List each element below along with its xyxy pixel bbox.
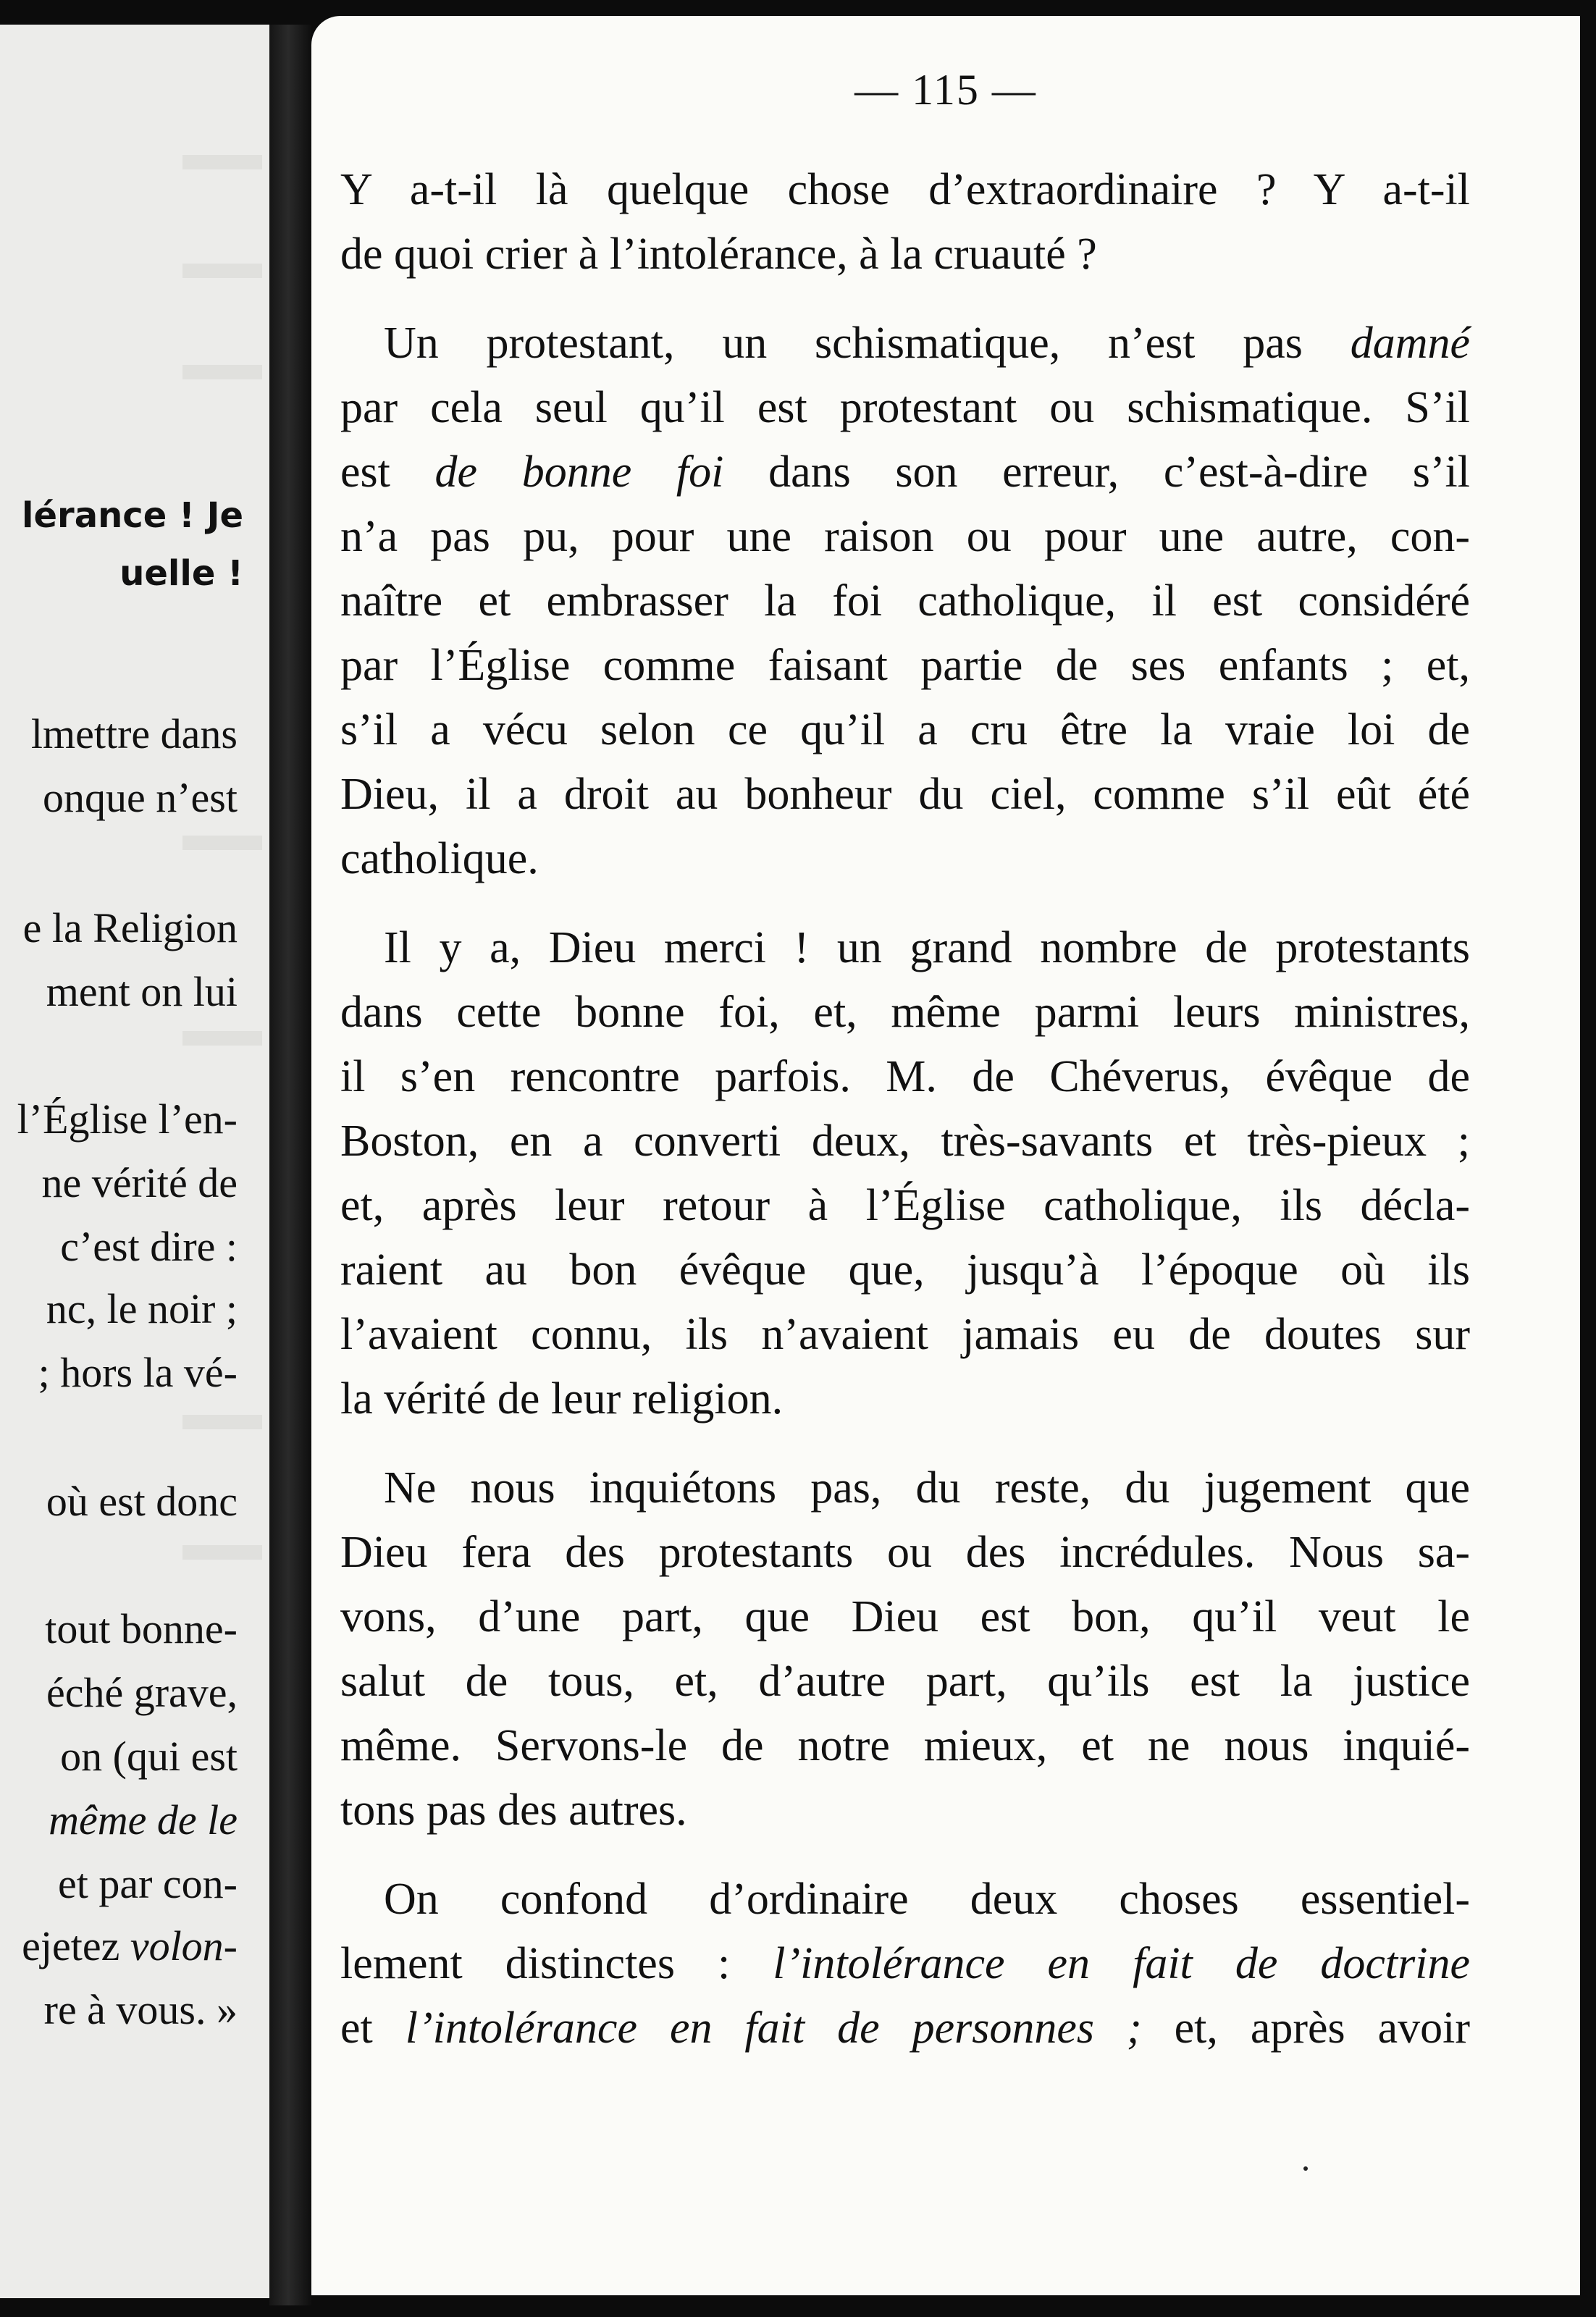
italic-text: de bonne foi [434,447,724,497]
text-run: la vérité de leur religion. [340,1374,784,1424]
text-line [340,698,1470,762]
text-run: et [340,2003,406,2053]
text-run: il s’en rencontre parfois. M. de Chéverus, évêque de [340,1052,1470,1101]
text-line [340,1238,1470,1303]
text-line [340,634,1470,698]
text-line [340,1303,1470,1367]
text-run: s’il a vécu selon ce qu’il a cru être la vraie loi de [340,705,1470,754]
text-run: On confond d’ordinaire deux choses essentiel- [384,1875,1470,1924]
bleed-through-shade [182,1545,262,1560]
text-line [340,1649,1470,1714]
text-line [340,1456,1470,1521]
text-run: tout bonne- [45,1605,238,1652]
text-line [340,311,1470,376]
left-text-line [46,1668,238,1717]
text-line [340,505,1470,569]
bleed-through-shade [182,1415,262,1429]
text-run: Il y a, Dieu merci ! un grand nombre de protestants [384,923,1470,972]
text-line [340,1174,1470,1238]
text-run: dans son erreur, c’est-à-dire s’il [723,447,1470,497]
left-text-line [60,1732,238,1780]
italic-text: l’intolérance en fait de doctrine [773,1939,1470,1988]
text-run: et, après leur retour à l’Église catholique, ils décla- [340,1181,1470,1230]
text-run: salut de tous, et, d’autre part, qu’ils est la justice [340,1657,1470,1706]
text-run: par l’Église comme faisant partie de ses enfants ; et, [340,641,1470,690]
left-text-line [46,967,238,1016]
text-run: et, après avoir [1141,2003,1471,2053]
text-run: l’avaient connu, ils n’avaient jamais eu de doutes sur [340,1310,1470,1359]
text-run: lmettre dans [30,710,238,757]
bleed-through-shade [182,365,262,379]
left-heading-line: lérance ! Je [22,495,243,536]
text-run: Dieu fera des protestants ou des incrédules. Nous sa- [340,1528,1470,1577]
text-run: ment on lui [46,968,238,1015]
bleed-through-shade [182,155,262,169]
page-number: — 115 — [854,66,1037,114]
text-run: ; hors la vé- [38,1349,238,1396]
italic-text: même de le [49,1796,238,1843]
text-run: naître et embrasser la foi catholique, il est considéré [340,576,1470,626]
text-run: Dieu, il a droit au bonheur du ciel, comme s’il eût été [340,770,1470,819]
left-text-line [43,773,238,822]
text-line [340,1932,1470,1996]
text-line [340,1521,1470,1585]
text-run: n’a pas pu, pour une raison ou pour une autre, con- [340,512,1470,561]
text-run: ejetez [22,1922,130,1969]
left-text-line [31,710,238,758]
left-text-line [38,1348,238,1397]
text-run: par cela seul qu’il est protestant ou schismatique. S’il [340,383,1470,432]
text-run: Boston, en a converti deux, très-savants et très-pieux ; [340,1117,1470,1166]
page-edge-shadow [1580,16,1596,2295]
italic-text: damné [1350,319,1470,368]
text-run: re à vous. » [43,1986,238,2033]
left-heading-line: uelle ! [119,553,243,594]
right-page [311,16,1580,2295]
left-text-line [46,1284,238,1333]
text-run: catholique. [340,834,539,883]
left-text-line [23,904,238,952]
text-run: même. Servons-le de notre mieux, et ne nous inquié- [340,1721,1470,1770]
text-run: lement distinctes : [340,1939,773,1988]
text-run: Y a-t-il là quelque chose d’extraordinaire ? Y a-t-il [340,165,1470,214]
text-line [340,440,1470,505]
text-run: onque n’est [43,774,238,821]
text-run: éché grave, [46,1669,238,1716]
ink-speck [1303,2166,1308,2171]
text-run: tons pas des autres. [340,1786,687,1835]
text-run: nc, le noir ; [46,1285,238,1332]
text-run: on (qui est [60,1733,238,1780]
text-run: où est donc [46,1478,238,1525]
left-text-line [44,1985,238,2034]
bleed-through-shade [182,264,262,278]
text-line [340,1996,1470,2061]
text-line [340,1367,1470,1431]
text-run: est [340,447,435,497]
text-line [340,222,1470,287]
text-line [340,762,1470,827]
left-text-line [58,1859,238,1908]
text-line [340,376,1470,440]
text-line [340,916,1470,980]
bleed-through-shade [182,836,262,850]
text-run: Un protestant, un schismatique, n’est pas [384,319,1351,368]
page-body [340,158,1470,2061]
italic-text: l’intolérance en fait de personnes ; [405,2003,1142,2053]
text-run: c’est dire : [60,1223,238,1270]
left-page-fragment [0,25,269,2298]
text-line [340,1585,1470,1649]
text-line [340,158,1470,222]
left-text-line [17,1095,238,1143]
text-line [340,1778,1470,1843]
left-text-line [49,1796,238,1844]
text-line [340,827,1470,891]
left-text-line [41,1158,238,1207]
text-run: raient au bon évêque que, jusqu’à l’époque où ils [340,1245,1470,1295]
text-run: Ne nous inquiétons pas, du reste, du jugement que [384,1463,1470,1513]
book-gutter [269,25,311,2305]
text-line [340,1714,1470,1778]
text-line [340,1109,1470,1174]
text-run: dans cette bonne foi, et, même parmi leurs ministres, [340,988,1470,1037]
text-run: vons, d’une part, que Dieu est bon, qu’il veut le [340,1592,1470,1641]
text-line [340,980,1470,1045]
text-run: l’Église l’en- [17,1096,238,1143]
text-line [340,569,1470,634]
italic-text: volon- [130,1922,238,1969]
text-line [340,1045,1470,1109]
text-run: et par con- [58,1860,238,1907]
text-run: ne vérité de [41,1159,238,1206]
left-text-line [45,1605,238,1653]
left-text-line [46,1477,238,1526]
text-run: e la Religion [22,904,238,951]
left-text-line [60,1222,238,1271]
bleed-through-shade [182,1031,262,1046]
text-run: de quoi crier à l’intolérance, à la cruauté ? [340,230,1097,279]
text-line [340,1867,1470,1932]
left-text-line [22,1922,238,1970]
